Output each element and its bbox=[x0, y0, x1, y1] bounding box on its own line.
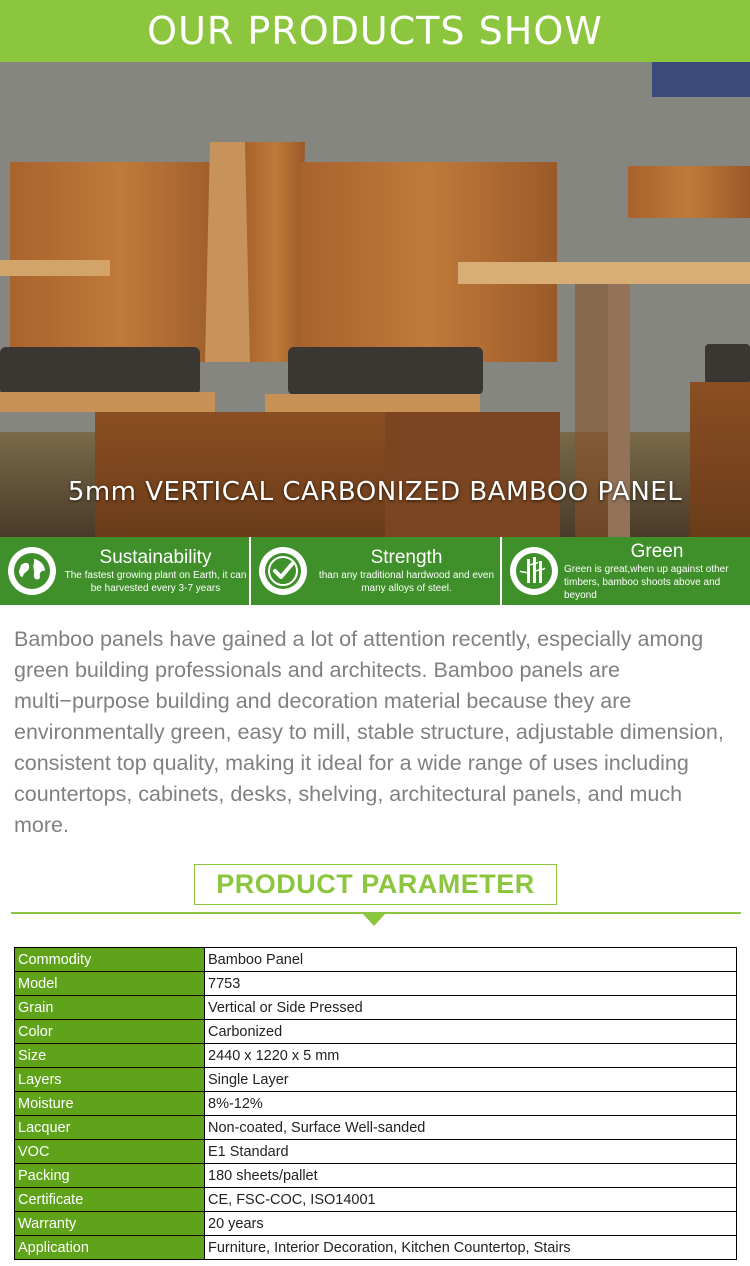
header-banner bbox=[0, 0, 750, 62]
table-row bbox=[15, 996, 737, 1020]
page-title: OUR PRODUCTS SHOW bbox=[147, 9, 603, 53]
table-row bbox=[15, 1044, 737, 1068]
bamboo-icon bbox=[510, 547, 558, 595]
table-row bbox=[15, 1188, 737, 1212]
param-value: 8%-12% bbox=[205, 1092, 737, 1116]
param-value: CE, FSC-COC, ISO14001 bbox=[205, 1188, 737, 1212]
param-value: 180 sheets/pallet bbox=[205, 1164, 737, 1188]
parameter-heading-box bbox=[194, 864, 557, 905]
feature-text: The fastest growing plant on Earth, it can be harvested every 3-7 years bbox=[64, 570, 247, 594]
table-row bbox=[15, 1140, 737, 1164]
param-key: Model bbox=[15, 972, 205, 996]
param-value: E1 Standard bbox=[205, 1140, 737, 1164]
param-value: 2440 x 1220 x 5 mm bbox=[205, 1044, 737, 1068]
param-key: Size bbox=[15, 1044, 205, 1068]
param-value: Bamboo Panel bbox=[205, 948, 737, 972]
feature-text: Green is great,when up against other timbers, bamboo shoots above and beyond bbox=[564, 563, 729, 601]
table-row bbox=[15, 948, 737, 972]
feature-title: Strength bbox=[370, 547, 443, 568]
table-row bbox=[15, 1236, 737, 1260]
table-row bbox=[15, 972, 737, 996]
parameter-table bbox=[14, 947, 737, 1260]
param-value: Single Layer bbox=[205, 1068, 737, 1092]
feature-title: Green bbox=[630, 540, 684, 562]
table-row bbox=[15, 1212, 737, 1236]
param-key: Warranty bbox=[15, 1212, 205, 1236]
hero-product-image bbox=[0, 62, 750, 537]
param-value: 20 years bbox=[205, 1212, 737, 1236]
table-row bbox=[15, 1068, 737, 1092]
checkmark-icon bbox=[259, 547, 307, 595]
param-key: Layers bbox=[15, 1068, 205, 1092]
param-key: Commodity bbox=[15, 948, 205, 972]
param-key: VOC bbox=[15, 1140, 205, 1164]
param-key: Packing bbox=[15, 1164, 205, 1188]
param-value: 7753 bbox=[205, 972, 737, 996]
table-row bbox=[15, 1092, 737, 1116]
globe-icon bbox=[8, 547, 56, 595]
seat-cushion-left bbox=[0, 347, 200, 395]
param-key: Moisture bbox=[15, 1092, 205, 1116]
param-key: Color bbox=[15, 1020, 205, 1044]
features-strip bbox=[0, 537, 750, 605]
param-value: Vertical or Side Pressed bbox=[205, 996, 737, 1020]
hero-caption: 5mm VERTICAL CARBONIZED BAMBOO PANEL bbox=[67, 477, 683, 507]
param-key: Certificate bbox=[15, 1188, 205, 1212]
parameter-heading: PRODUCT PARAMETER bbox=[216, 869, 535, 899]
param-value: Furniture, Interior Decoration, Kitchen Countertop, Stairs bbox=[205, 1236, 737, 1260]
table-row bbox=[15, 1164, 737, 1188]
feature-green bbox=[502, 537, 750, 605]
table-row bbox=[15, 1020, 737, 1044]
param-value: Non-coated, Surface Well-sanded bbox=[205, 1116, 737, 1140]
bamboo-booth-illustration bbox=[0, 62, 750, 537]
seat-cushion-center bbox=[288, 347, 483, 395]
param-key: Lacquer bbox=[15, 1116, 205, 1140]
param-value: Carbonized bbox=[205, 1020, 737, 1044]
down-arrow-icon bbox=[362, 913, 386, 926]
feature-title: Sustainability bbox=[99, 547, 212, 568]
feature-sustainability bbox=[0, 537, 249, 605]
param-key: Application bbox=[15, 1236, 205, 1260]
feature-strength bbox=[251, 537, 500, 605]
table-row bbox=[15, 1116, 737, 1140]
param-key: Grain bbox=[15, 996, 205, 1020]
feature-text: than any traditional hardwood and even many alloys of steel. bbox=[318, 570, 495, 594]
wall-screen bbox=[652, 62, 750, 97]
product-description: Bamboo panels have gained a lot of attention recently, especially among green building professionals and architects. Bamboo panels are multi−purpose building and decoration material because they are environmentally green, easy to mill, stable structure, adjustable dimension, consistent top quality, making it ideal for a wide range of uses including countertops, cabinets, desks, shelving, architectural panels, and much more. bbox=[14, 627, 724, 837]
